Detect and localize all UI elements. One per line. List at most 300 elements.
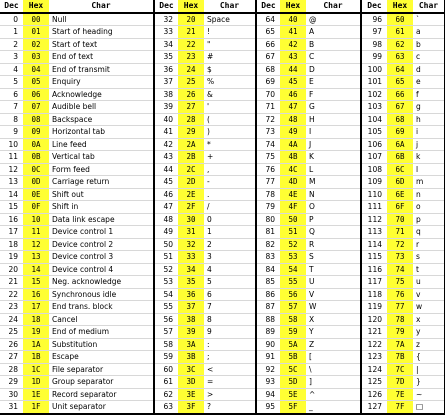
hex-cell: 73 — [387, 251, 413, 264]
hex-cell: 02 — [23, 38, 49, 51]
hex-cell: 4A — [280, 138, 306, 151]
ascii-table-body — [0, 13, 445, 414]
char-cell: & — [204, 88, 256, 101]
dec-cell: 38 — [154, 88, 178, 101]
hex-cell: 75 — [387, 276, 413, 289]
hex-cell: 0E — [23, 188, 49, 201]
table-row — [0, 388, 445, 401]
dec-cell: 106 — [361, 138, 387, 151]
hex-cell: 0B — [23, 151, 49, 164]
hex-cell: 47 — [280, 101, 306, 114]
table-row — [0, 238, 445, 251]
table-row — [0, 63, 445, 76]
hex-cell: 6C — [387, 163, 413, 176]
char-cell: 5 — [204, 276, 256, 289]
char-cell: I — [306, 126, 361, 139]
dec-cell: 14 — [0, 188, 23, 201]
char-cell: ' — [204, 101, 256, 114]
char-cell: + — [204, 151, 256, 164]
char-cell: C — [306, 51, 361, 64]
hex-cell: 43 — [280, 51, 306, 64]
char-cell: R — [306, 238, 361, 251]
hex-cell: 39 — [178, 326, 204, 339]
dec-cell: 80 — [256, 213, 280, 226]
char-cell: o — [413, 201, 445, 214]
hex-cell: 77 — [387, 301, 413, 314]
hex-cell: 24 — [178, 63, 204, 76]
dec-cell: 97 — [361, 26, 387, 39]
dec-cell: 127 — [361, 401, 387, 414]
hex-cell: 40 — [280, 13, 306, 26]
char-cell: T — [306, 263, 361, 276]
char-cell: O — [306, 201, 361, 214]
dec-cell: 84 — [256, 263, 280, 276]
char-cell: q — [413, 226, 445, 239]
hex-cell: 05 — [23, 76, 49, 89]
hex-cell: 61 — [387, 26, 413, 39]
hex-cell: 5A — [280, 338, 306, 351]
hex-cell: 52 — [280, 238, 306, 251]
dec-cell: 40 — [154, 113, 178, 126]
dec-cell: 110 — [361, 188, 387, 201]
char-cell: 3 — [204, 251, 256, 264]
hex-cell: 23 — [178, 51, 204, 64]
char-cell: z — [413, 338, 445, 351]
table-row — [0, 101, 445, 114]
char-cell: p — [413, 213, 445, 226]
char-header: Char — [413, 0, 445, 13]
dec-cell: 3 — [0, 51, 23, 64]
char-cell: d — [413, 63, 445, 76]
char-cell: ] — [306, 376, 361, 389]
table-row — [0, 176, 445, 189]
hex-cell: 36 — [178, 288, 204, 301]
dec-cell: 46 — [154, 188, 178, 201]
char-cell: Neg. acknowledge — [49, 276, 154, 289]
char-cell: ; — [204, 351, 256, 364]
char-cell: m — [413, 176, 445, 189]
dec-cell: 36 — [154, 63, 178, 76]
dec-cell: 120 — [361, 313, 387, 326]
hex-cell: 27 — [178, 101, 204, 114]
dec-cell: 118 — [361, 288, 387, 301]
dec-cell: 25 — [0, 326, 23, 339]
hex-cell: 42 — [280, 38, 306, 51]
char-cell: ^ — [306, 388, 361, 401]
hex-cell: 07 — [23, 101, 49, 114]
hex-cell: 1E — [23, 388, 49, 401]
char-cell: Synchronous idle — [49, 288, 154, 301]
dec-cell: 50 — [154, 238, 178, 251]
hex-cell: 03 — [23, 51, 49, 64]
dec-cell: 93 — [256, 376, 280, 389]
table-row — [0, 313, 445, 326]
char-header: Char — [204, 0, 256, 13]
table-row — [0, 38, 445, 51]
dec-cell: 89 — [256, 326, 280, 339]
dec-cell: 8 — [0, 113, 23, 126]
dec-cell: 58 — [154, 338, 178, 351]
dec-cell: 122 — [361, 338, 387, 351]
hex-cell: 38 — [178, 313, 204, 326]
hex-cell: 46 — [280, 88, 306, 101]
table-row — [0, 351, 445, 364]
char-cell: Q — [306, 226, 361, 239]
dec-cell: 105 — [361, 126, 387, 139]
table-row — [0, 13, 445, 26]
dec-cell: 113 — [361, 226, 387, 239]
char-cell: □ — [413, 401, 445, 414]
hex-cell: 01 — [23, 26, 49, 39]
char-cell: h — [413, 113, 445, 126]
hex-cell: 7C — [387, 363, 413, 376]
dec-cell: 63 — [154, 401, 178, 414]
dec-cell: 102 — [361, 88, 387, 101]
char-cell: @ — [306, 13, 361, 26]
char-cell: y — [413, 326, 445, 339]
hex-cell: 68 — [387, 113, 413, 126]
dec-cell: 31 — [0, 401, 23, 414]
table-row — [0, 51, 445, 64]
char-cell: $ — [204, 63, 256, 76]
hex-cell: 7A — [387, 338, 413, 351]
dec-cell: 117 — [361, 276, 387, 289]
dec-cell: 59 — [154, 351, 178, 364]
dec-cell: 7 — [0, 101, 23, 114]
hex-cell: 1D — [23, 376, 49, 389]
hex-cell: 3A — [178, 338, 204, 351]
char-cell: 8 — [204, 313, 256, 326]
char-cell: Space — [204, 13, 256, 26]
char-cell: Shift out — [49, 188, 154, 201]
hex-cell: 74 — [387, 263, 413, 276]
hex-cell: 64 — [387, 63, 413, 76]
hex-cell: 3F — [178, 401, 204, 414]
hex-cell: 28 — [178, 113, 204, 126]
hex-cell: 4B — [280, 151, 306, 164]
char-cell: e — [413, 76, 445, 89]
hex-cell: 7B — [387, 351, 413, 364]
hex-cell: 70 — [387, 213, 413, 226]
dec-cell: 123 — [361, 351, 387, 364]
char-cell: U — [306, 276, 361, 289]
char-cell: Device control 2 — [49, 238, 154, 251]
char-cell: s — [413, 251, 445, 264]
char-cell: Device control 4 — [49, 263, 154, 276]
hex-cell: 3C — [178, 363, 204, 376]
dec-cell: 101 — [361, 76, 387, 89]
table-row — [0, 163, 445, 176]
hex-cell: 2D — [178, 176, 204, 189]
char-cell: V — [306, 288, 361, 301]
table-row — [0, 401, 445, 414]
dec-cell: 44 — [154, 163, 178, 176]
dec-cell: 66 — [256, 38, 280, 51]
dec-cell: 22 — [0, 288, 23, 301]
char-cell: a — [413, 26, 445, 39]
char-cell: , — [204, 163, 256, 176]
char-header: Char — [306, 0, 361, 13]
dec-cell: 29 — [0, 376, 23, 389]
dec-cell: 6 — [0, 88, 23, 101]
char-cell: M — [306, 176, 361, 189]
table-row — [0, 88, 445, 101]
dec-cell: 5 — [0, 76, 23, 89]
char-cell: / — [204, 201, 256, 214]
table-row — [0, 226, 445, 239]
hex-cell: 55 — [280, 276, 306, 289]
dec-cell: 2 — [0, 38, 23, 51]
hex-cell: 10 — [23, 213, 49, 226]
char-cell: 2 — [204, 238, 256, 251]
char-cell: End trans. block — [49, 301, 154, 314]
dec-cell: 19 — [0, 251, 23, 264]
dec-cell: 103 — [361, 101, 387, 114]
char-cell: { — [413, 351, 445, 364]
dec-header: Dec — [154, 0, 178, 13]
dec-cell: 39 — [154, 101, 178, 114]
hex-cell: 31 — [178, 226, 204, 239]
hex-cell: 22 — [178, 38, 204, 51]
hex-cell: 0D — [23, 176, 49, 189]
hex-cell: 2C — [178, 163, 204, 176]
char-cell: 6 — [204, 288, 256, 301]
char-cell: Audible bell — [49, 101, 154, 114]
dec-cell: 13 — [0, 176, 23, 189]
char-cell: Escape — [49, 351, 154, 364]
char-cell: w — [413, 301, 445, 314]
dec-cell: 124 — [361, 363, 387, 376]
dec-cell: 85 — [256, 276, 280, 289]
hex-cell: 5D — [280, 376, 306, 389]
hex-cell: 04 — [23, 63, 49, 76]
dec-cell: 1 — [0, 26, 23, 39]
table-row — [0, 263, 445, 276]
hex-cell: 3D — [178, 376, 204, 389]
dec-cell: 26 — [0, 338, 23, 351]
hex-cell: 08 — [23, 113, 49, 126]
char-header: Char — [49, 0, 154, 13]
dec-cell: 69 — [256, 76, 280, 89]
dec-cell: 126 — [361, 388, 387, 401]
hex-cell: 60 — [387, 13, 413, 26]
hex-cell: 2B — [178, 151, 204, 164]
char-cell: [ — [306, 351, 361, 364]
hex-cell: 57 — [280, 301, 306, 314]
char-cell: : — [204, 338, 256, 351]
char-cell: Start of text — [49, 38, 154, 51]
hex-cell: 79 — [387, 326, 413, 339]
char-cell: ? — [204, 401, 256, 414]
char-cell: t — [413, 263, 445, 276]
char-cell: Shift in — [49, 201, 154, 214]
char-cell: \ — [306, 363, 361, 376]
table-row — [0, 338, 445, 351]
char-cell: G — [306, 101, 361, 114]
char-cell: < — [204, 363, 256, 376]
dec-cell: 77 — [256, 176, 280, 189]
hex-header: Hex — [387, 0, 413, 13]
char-cell: Cancel — [49, 313, 154, 326]
hex-cell: 2A — [178, 138, 204, 151]
hex-cell: 6F — [387, 201, 413, 214]
hex-cell: 3B — [178, 351, 204, 364]
char-cell: ` — [413, 13, 445, 26]
char-cell: _ — [306, 401, 361, 414]
char-cell: Vertical tab — [49, 151, 154, 164]
hex-cell: 49 — [280, 126, 306, 139]
char-cell: > — [204, 388, 256, 401]
table-row — [0, 376, 445, 389]
char-cell: End of transmit — [49, 63, 154, 76]
char-cell: Acknowledge — [49, 88, 154, 101]
char-cell: Y — [306, 326, 361, 339]
hex-cell: 7D — [387, 376, 413, 389]
table-row — [0, 213, 445, 226]
hex-cell: 0C — [23, 163, 49, 176]
hex-cell: 32 — [178, 238, 204, 251]
dec-cell: 68 — [256, 63, 280, 76]
dec-cell: 111 — [361, 201, 387, 214]
hex-cell: 62 — [387, 38, 413, 51]
table-row — [0, 251, 445, 264]
hex-cell: 4E — [280, 188, 306, 201]
hex-cell: 14 — [23, 263, 49, 276]
dec-cell: 125 — [361, 376, 387, 389]
dec-cell: 32 — [154, 13, 178, 26]
dec-cell: 73 — [256, 126, 280, 139]
char-cell: Form feed — [49, 163, 154, 176]
hex-cell: 1A — [23, 338, 49, 351]
char-cell: " — [204, 38, 256, 51]
hex-cell: 30 — [178, 213, 204, 226]
char-cell: v — [413, 288, 445, 301]
table-row — [0, 288, 445, 301]
table-row — [0, 188, 445, 201]
hex-cell: 0F — [23, 201, 49, 214]
dec-cell: 53 — [154, 276, 178, 289]
dec-cell: 67 — [256, 51, 280, 64]
char-cell: u — [413, 276, 445, 289]
hex-cell: 20 — [178, 13, 204, 26]
dec-cell: 79 — [256, 201, 280, 214]
char-cell: n — [413, 188, 445, 201]
char-cell: Line feed — [49, 138, 154, 151]
char-cell: - — [204, 176, 256, 189]
hex-cell: 19 — [23, 326, 49, 339]
dec-cell: 48 — [154, 213, 178, 226]
hex-cell: 78 — [387, 313, 413, 326]
dec-cell: 91 — [256, 351, 280, 364]
dec-cell: 43 — [154, 151, 178, 164]
table-row — [0, 326, 445, 339]
hex-cell: 56 — [280, 288, 306, 301]
dec-cell: 64 — [256, 13, 280, 26]
hex-header: Hex — [280, 0, 306, 13]
char-cell: l — [413, 163, 445, 176]
hex-cell: 58 — [280, 313, 306, 326]
dec-cell: 96 — [361, 13, 387, 26]
dec-cell: 119 — [361, 301, 387, 314]
char-cell: Device control 3 — [49, 251, 154, 264]
dec-cell: 9 — [0, 126, 23, 139]
table-row — [0, 113, 445, 126]
dec-cell: 90 — [256, 338, 280, 351]
hex-cell: 53 — [280, 251, 306, 264]
dec-header: Dec — [0, 0, 23, 13]
dec-cell: 27 — [0, 351, 23, 364]
hex-cell: 76 — [387, 288, 413, 301]
dec-cell: 45 — [154, 176, 178, 189]
dec-cell: 24 — [0, 313, 23, 326]
char-cell: r — [413, 238, 445, 251]
dec-cell: 34 — [154, 38, 178, 51]
char-cell: k — [413, 151, 445, 164]
char-cell: Substitution — [49, 338, 154, 351]
table-row — [0, 126, 445, 139]
hex-cell: 69 — [387, 126, 413, 139]
dec-cell: 28 — [0, 363, 23, 376]
char-cell: 0 — [204, 213, 256, 226]
hex-cell: 25 — [178, 76, 204, 89]
dec-cell: 121 — [361, 326, 387, 339]
char-cell: x — [413, 313, 445, 326]
hex-cell: 2F — [178, 201, 204, 214]
dec-cell: 18 — [0, 238, 23, 251]
char-cell: } — [413, 376, 445, 389]
table-row — [0, 363, 445, 376]
dec-cell: 76 — [256, 163, 280, 176]
table-row — [0, 276, 445, 289]
char-cell: F — [306, 88, 361, 101]
dec-cell: 70 — [256, 88, 280, 101]
dec-cell: 83 — [256, 251, 280, 264]
dec-cell: 65 — [256, 26, 280, 39]
dec-cell: 71 — [256, 101, 280, 114]
dec-cell: 95 — [256, 401, 280, 414]
hex-cell: 4D — [280, 176, 306, 189]
hex-cell: 51 — [280, 226, 306, 239]
dec-cell: 51 — [154, 251, 178, 264]
hex-cell: 34 — [178, 263, 204, 276]
dec-cell: 49 — [154, 226, 178, 239]
char-cell: A — [306, 26, 361, 39]
hex-cell: 6B — [387, 151, 413, 164]
char-cell: Carriage return — [49, 176, 154, 189]
char-cell: End of text — [49, 51, 154, 64]
dec-cell: 11 — [0, 151, 23, 164]
char-cell: Horizontal tab — [49, 126, 154, 139]
char-cell: ! — [204, 26, 256, 39]
char-cell: ~ — [413, 388, 445, 401]
hex-cell: 0A — [23, 138, 49, 151]
dec-cell: 81 — [256, 226, 280, 239]
hex-cell: 7F — [387, 401, 413, 414]
dec-cell: 114 — [361, 238, 387, 251]
hex-cell: 6E — [387, 188, 413, 201]
dec-cell: 52 — [154, 263, 178, 276]
hex-cell: 18 — [23, 313, 49, 326]
dec-cell: 23 — [0, 301, 23, 314]
hex-cell: 37 — [178, 301, 204, 314]
char-cell: 1 — [204, 226, 256, 239]
hex-cell: 71 — [387, 226, 413, 239]
hex-cell: 17 — [23, 301, 49, 314]
hex-cell: 00 — [23, 13, 49, 26]
dec-cell: 41 — [154, 126, 178, 139]
dec-cell: 88 — [256, 313, 280, 326]
header-row — [0, 0, 445, 13]
